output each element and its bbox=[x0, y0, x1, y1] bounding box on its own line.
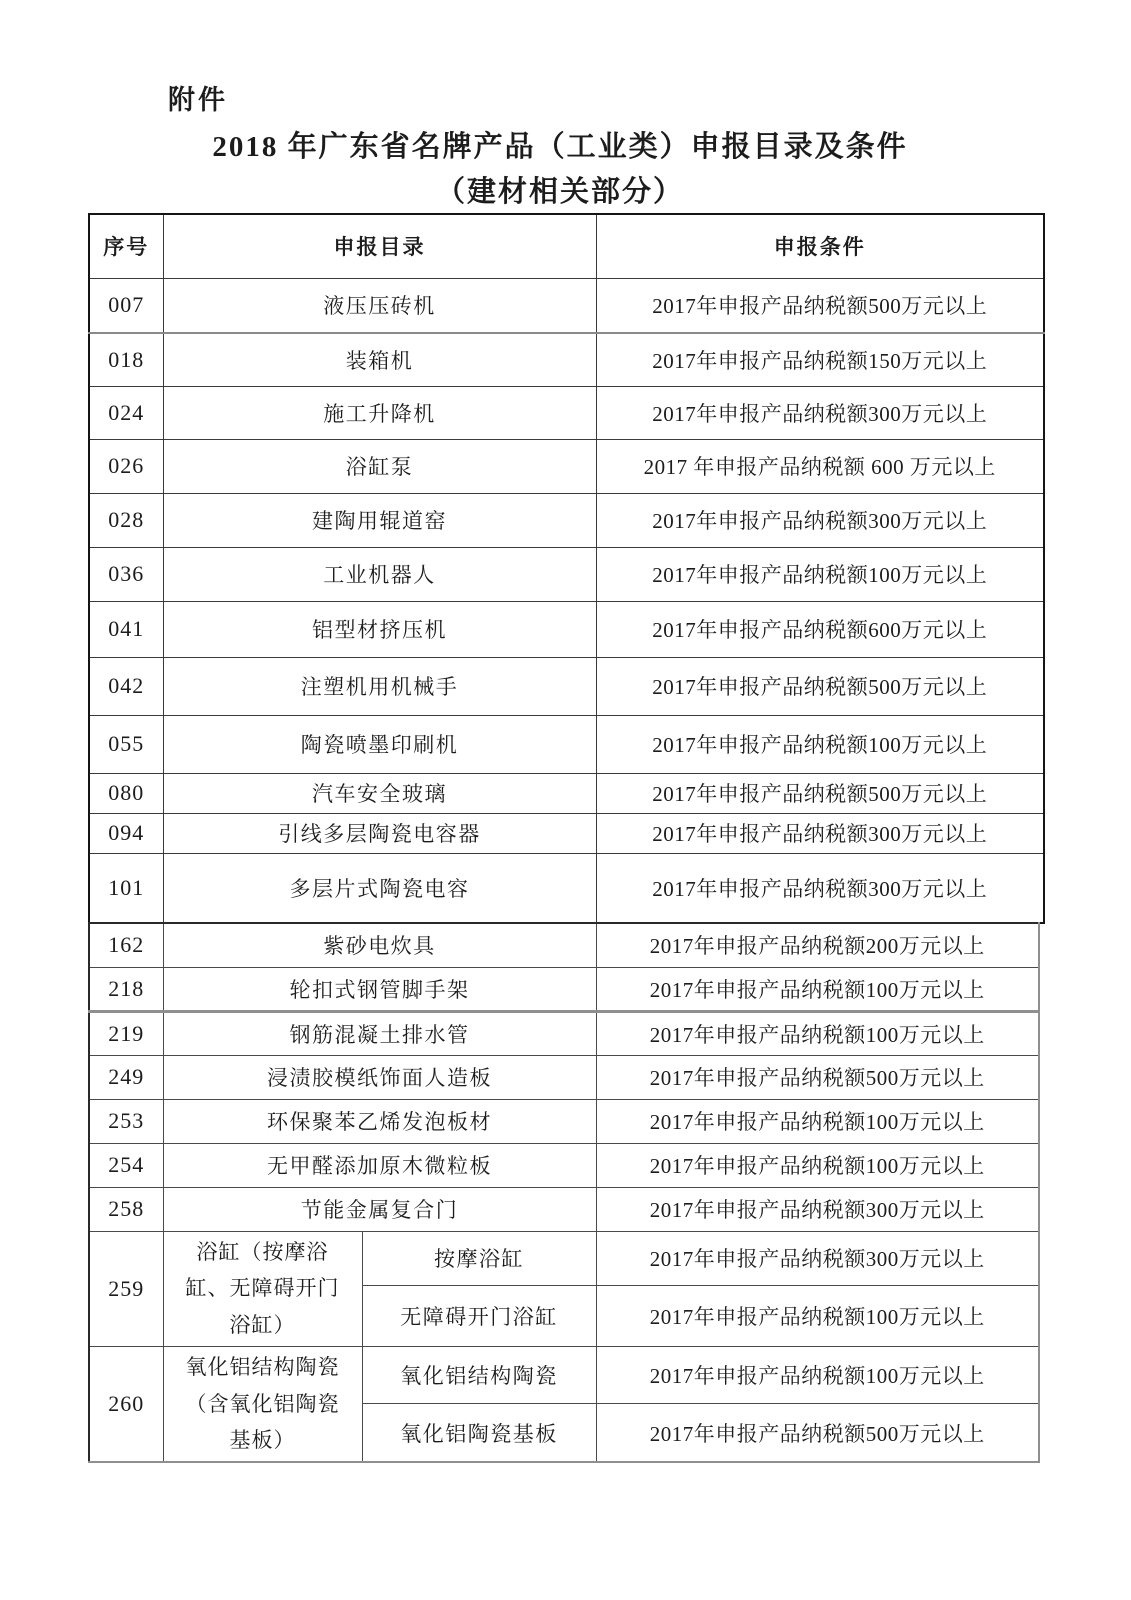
row-number-cell: 259 bbox=[89, 1231, 163, 1346]
condition-cell: 2017年申报产品纳税额300万元以上 bbox=[596, 493, 1044, 547]
condition-cell: 2017年申报产品纳税额500万元以上 bbox=[596, 657, 1044, 715]
sub-catalog-cell: 氧化铝陶瓷基板 bbox=[362, 1404, 596, 1462]
row-number-cell: 219 bbox=[89, 1011, 163, 1055]
row-number-cell: 028 bbox=[89, 493, 163, 547]
catalog-cell: 施工升降机 bbox=[163, 386, 596, 439]
row-number-cell: 094 bbox=[89, 813, 163, 853]
catalog-cell: 工业机器人 bbox=[163, 547, 596, 601]
row-number-cell: 041 bbox=[89, 601, 163, 657]
table-row bbox=[89, 1011, 1039, 1055]
condition-cell: 2017年申报产品纳税额300万元以上 bbox=[596, 853, 1044, 923]
row-number-cell: 254 bbox=[89, 1143, 163, 1187]
catalog-cell: 建陶用辊道窑 bbox=[163, 493, 596, 547]
condition-cell: 2017年申报产品纳税额300万元以上 bbox=[596, 1187, 1039, 1231]
table-row bbox=[89, 386, 1044, 439]
row-number-cell: 253 bbox=[89, 1099, 163, 1143]
header-catalog: 申报目录 bbox=[163, 214, 596, 278]
catalog-cell: 节能金属复合门 bbox=[163, 1187, 596, 1231]
row-number-cell: 024 bbox=[89, 386, 163, 439]
table-row bbox=[89, 547, 1044, 601]
catalog-cell: 汽车安全玻璃 bbox=[163, 773, 596, 813]
row-number-cell: 101 bbox=[89, 853, 163, 923]
sub-catalog-cell: 氧化铝结构陶瓷 bbox=[362, 1346, 596, 1403]
table-row-group-259 bbox=[89, 1231, 1039, 1285]
attachment-label: 附件 bbox=[168, 85, 228, 115]
catalog-cell: 液压压砖机 bbox=[163, 278, 596, 333]
catalog-cell: 浸渍胶模纸饰面人造板 bbox=[163, 1055, 596, 1099]
condition-cell: 2017年申报产品纳税额200万元以上 bbox=[596, 923, 1039, 967]
catalog-cell: 装箱机 bbox=[163, 333, 596, 386]
catalog-table-upper bbox=[88, 213, 1045, 924]
condition-cell: 2017年申报产品纳税额100万元以上 bbox=[596, 547, 1044, 601]
row-number-cell: 018 bbox=[89, 333, 163, 386]
group-catalog-cell: 浴缸（按摩浴缸、无障碍开门浴缸） bbox=[163, 1231, 362, 1346]
condition-cell: 2017年申报产品纳税额100万元以上 bbox=[596, 1285, 1039, 1346]
table-row bbox=[89, 967, 1039, 1011]
table-row bbox=[89, 1099, 1039, 1143]
row-number-cell: 260 bbox=[89, 1346, 163, 1462]
catalog-cell: 无甲醛添加原木微粒板 bbox=[163, 1143, 596, 1187]
catalog-table-lower bbox=[88, 922, 1040, 1463]
row-number-cell: 218 bbox=[89, 967, 163, 1011]
condition-cell: 2017年申报产品纳税额600万元以上 bbox=[596, 601, 1044, 657]
header-no: 序号 bbox=[89, 214, 163, 278]
condition-cell: 2017年申报产品纳税额100万元以上 bbox=[596, 1099, 1039, 1143]
row-number-cell: 080 bbox=[89, 773, 163, 813]
condition-cell: 2017年申报产品纳税额100万元以上 bbox=[596, 715, 1044, 773]
table-row bbox=[89, 923, 1039, 967]
table-row bbox=[89, 1055, 1039, 1099]
table-row bbox=[89, 1187, 1039, 1231]
catalog-cell: 浴缸泵 bbox=[163, 439, 596, 493]
row-number-cell: 249 bbox=[89, 1055, 163, 1099]
table-row bbox=[89, 853, 1044, 923]
row-number-cell: 026 bbox=[89, 439, 163, 493]
condition-cell: 2017年申报产品纳税额100万元以上 bbox=[596, 1011, 1039, 1055]
condition-cell: 2017年申报产品纳税额500万元以上 bbox=[596, 773, 1044, 813]
condition-cell: 2017 年申报产品纳税额 600 万元以上 bbox=[596, 439, 1044, 493]
catalog-cell: 陶瓷喷墨印刷机 bbox=[163, 715, 596, 773]
row-number-cell: 162 bbox=[89, 923, 163, 967]
catalog-cell: 轮扣式钢管脚手架 bbox=[163, 967, 596, 1011]
sub-catalog-cell: 无障碍开门浴缸 bbox=[362, 1285, 596, 1346]
table-row bbox=[89, 657, 1044, 715]
catalog-cell: 环保聚苯乙烯发泡板材 bbox=[163, 1099, 596, 1143]
table-row bbox=[89, 601, 1044, 657]
catalog-cell: 注塑机用机械手 bbox=[163, 657, 596, 715]
table-row bbox=[89, 493, 1044, 547]
catalog-cell: 多层片式陶瓷电容 bbox=[163, 853, 596, 923]
condition-cell: 2017年申报产品纳税额300万元以上 bbox=[596, 1231, 1039, 1285]
document-subtitle: （建材相关部分） bbox=[435, 176, 684, 208]
document-title: 2018 年广东省名牌产品（工业类）申报目录及条件 bbox=[212, 131, 908, 163]
condition-cell: 2017年申报产品纳税额100万元以上 bbox=[596, 1143, 1039, 1187]
condition-cell: 2017年申报产品纳税额500万元以上 bbox=[596, 1055, 1039, 1099]
table-row bbox=[89, 773, 1044, 813]
catalog-cell: 引线多层陶瓷电容器 bbox=[163, 813, 596, 853]
catalog-cell: 钢筋混凝土排水管 bbox=[163, 1011, 596, 1055]
header-condition: 申报条件 bbox=[596, 214, 1044, 278]
condition-cell: 2017年申报产品纳税额100万元以上 bbox=[596, 967, 1039, 1011]
catalog-cell: 紫砂电炊具 bbox=[163, 923, 596, 967]
table-row bbox=[89, 333, 1044, 386]
condition-cell: 2017年申报产品纳税额100万元以上 bbox=[596, 1346, 1039, 1403]
row-number-cell: 036 bbox=[89, 547, 163, 601]
table-row bbox=[89, 439, 1044, 493]
condition-cell: 2017年申报产品纳税额500万元以上 bbox=[596, 1404, 1039, 1462]
condition-cell: 2017年申报产品纳税额300万元以上 bbox=[596, 813, 1044, 853]
table-row-group-260 bbox=[89, 1346, 1039, 1403]
sub-catalog-cell: 按摩浴缸 bbox=[362, 1231, 596, 1285]
row-number-cell: 055 bbox=[89, 715, 163, 773]
group-catalog-cell: 氧化铝结构陶瓷（含氧化铝陶瓷基板） bbox=[163, 1346, 362, 1462]
condition-cell: 2017年申报产品纳税额500万元以上 bbox=[596, 278, 1044, 333]
table-row bbox=[89, 813, 1044, 853]
table-row bbox=[89, 715, 1044, 773]
table-row bbox=[89, 278, 1044, 333]
condition-cell: 2017年申报产品纳税额150万元以上 bbox=[596, 333, 1044, 386]
table-row bbox=[89, 1143, 1039, 1187]
row-number-cell: 258 bbox=[89, 1187, 163, 1231]
catalog-cell: 铝型材挤压机 bbox=[163, 601, 596, 657]
row-number-cell: 042 bbox=[89, 657, 163, 715]
row-number-cell: 007 bbox=[89, 278, 163, 333]
table-header-row bbox=[89, 214, 1044, 278]
condition-cell: 2017年申报产品纳税额300万元以上 bbox=[596, 386, 1044, 439]
